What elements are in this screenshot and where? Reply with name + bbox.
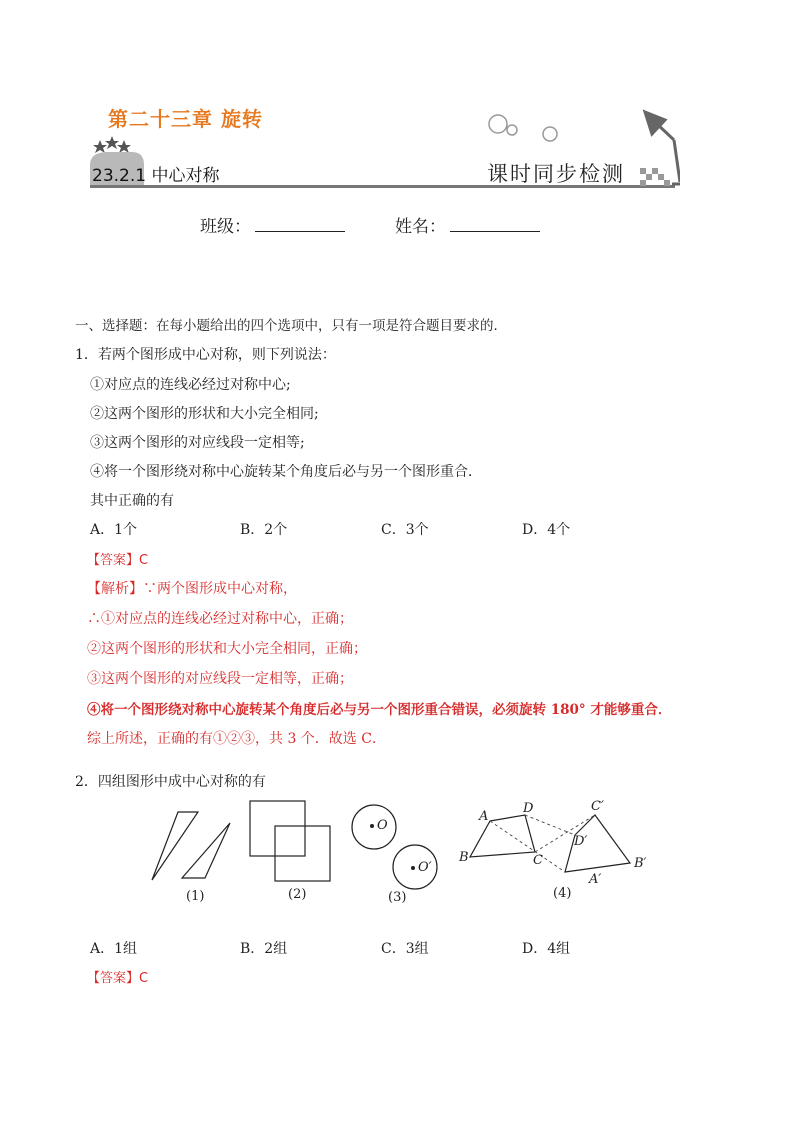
figure-1-triangles: [152, 812, 230, 880]
point-label: D′: [574, 834, 588, 849]
star-icon: [105, 136, 119, 149]
q1-analysis-line: ③这两个图形的对应线段一定相等，正确；: [87, 671, 353, 687]
bubble-icon: [543, 127, 557, 141]
bubble-icon: [489, 115, 507, 133]
figure-caption: (2): [288, 887, 307, 902]
q1-option-d[interactable]: D．4个: [522, 522, 571, 538]
q2-option-c[interactable]: C．3组: [381, 941, 429, 957]
point-label: O: [377, 818, 388, 833]
bubble-icon: [507, 125, 517, 135]
star-icon: [93, 140, 107, 153]
figure-caption: (4): [553, 886, 572, 901]
desk-lamp-icon: [645, 112, 680, 184]
q1-item: ②这两个图形的形状和大小完全相同;: [90, 406, 319, 422]
q1-stem: 1．若两个图形成中心对称，则下列说法：: [75, 347, 336, 363]
point-label: C: [533, 853, 543, 868]
q1-analysis-line: ②这两个图形的形状和大小完全相同，正确；: [87, 641, 367, 657]
figure-3-circles: [352, 805, 437, 889]
chapter-title: 第二十三章 旋转: [108, 107, 263, 131]
star-icon: [117, 140, 131, 153]
figure-4-quadrilaterals: [470, 815, 630, 872]
q1-analysis-line: ∴①对应点的连线必经过对称中心，正确；: [87, 611, 353, 627]
part-heading: 一、选择题：在每小题给出的四个选项中，只有一项是符合题目要求的．: [75, 318, 507, 334]
class-field: [200, 212, 345, 237]
q1-analysis-line: 【解析】∵两个图形成中心对称，: [87, 581, 297, 597]
name-label: 姓名：: [395, 217, 446, 237]
q1-analysis-line: 综上所述，正确的有①②③，共 3 个．故选 C．: [87, 731, 386, 747]
q1-option-a[interactable]: A．1个: [90, 522, 138, 538]
figure-2-squares: [250, 801, 330, 881]
header-tag: 课时同步检测: [487, 162, 625, 186]
q2-option-a[interactable]: A．1组: [90, 941, 138, 957]
point-label: A: [479, 809, 489, 824]
class-blank[interactable]: [255, 215, 345, 232]
q1-answer: 【答案】C: [87, 553, 149, 568]
q2-option-b[interactable]: B．2组: [240, 941, 288, 957]
q2-answer: 【答案】C: [87, 971, 149, 986]
q1-prompt: 其中正确的有: [90, 493, 174, 509]
point-label: C′: [591, 799, 604, 814]
q1-item: ③这两个图形的对应线段一定相等;: [90, 435, 305, 451]
section-title: 23.2.1 中心对称: [92, 166, 220, 186]
point-label: B: [459, 850, 469, 865]
figure-caption: (1): [186, 889, 205, 904]
class-label: 班级：: [200, 217, 251, 237]
point-label: B′: [634, 856, 647, 871]
point-label: O′: [418, 860, 432, 875]
q1-option-b[interactable]: B．2个: [240, 522, 288, 538]
question-section: [75, 314, 775, 754]
q2-option-d[interactable]: D．4组: [522, 941, 571, 957]
name-blank[interactable]: [450, 215, 540, 232]
name-field: [395, 212, 540, 237]
point-label: A′: [589, 872, 602, 887]
checker-decoration: [640, 168, 670, 186]
q1-option-c[interactable]: C．3个: [381, 522, 429, 538]
point-label: D: [523, 801, 534, 816]
q1-item: ④将一个图形绕对称中心旋转某个角度后必与另一个图形重合．: [90, 464, 482, 480]
q1-analysis-line: ④将一个图形绕对称中心旋转某个角度后必与另一个图形重合错误，必须旋转 180° 才能够重合．: [87, 702, 672, 718]
q2-stem: 2．四组图形中成中心对称的有: [75, 774, 266, 790]
figure-caption: (3): [388, 890, 407, 905]
q1-item: ①对应点的连线必经过对称中心;: [90, 377, 291, 393]
